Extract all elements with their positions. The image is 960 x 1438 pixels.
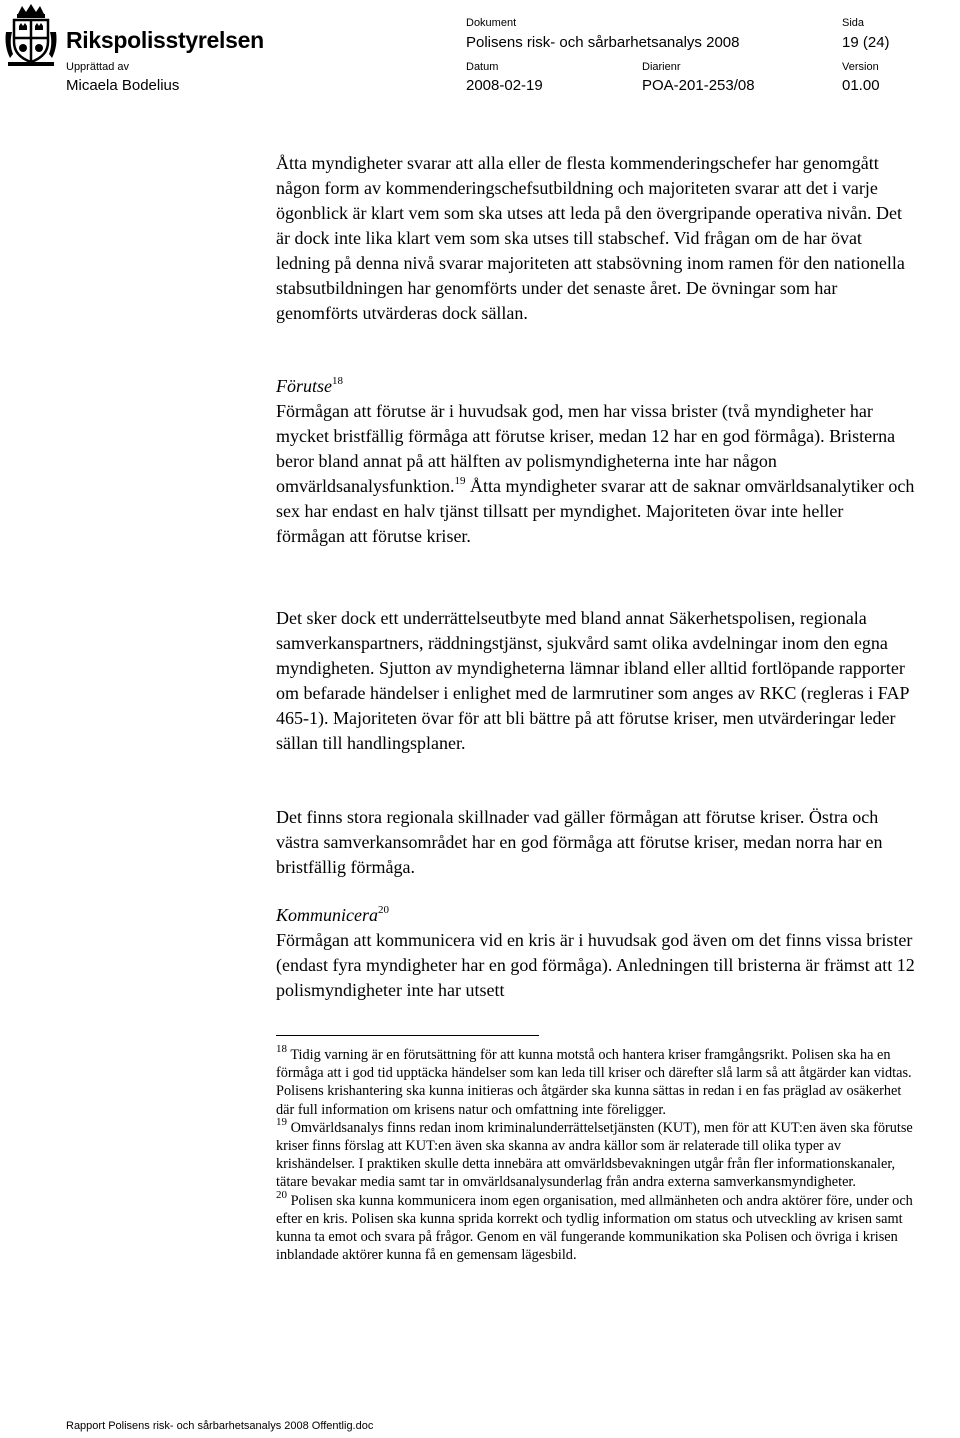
section-kommunicera bbox=[276, 903, 916, 1003]
datum-label: Datum bbox=[466, 61, 499, 73]
datum-value: 2008-02-19 bbox=[466, 77, 543, 94]
upprattad-label: Upprättad av bbox=[66, 61, 129, 73]
diarienr-value: POA-201-253/08 bbox=[642, 77, 755, 94]
footnote-18: $^{18}$ Tidig varning är en förutsättning för att kunna motstå och hantera kriser framgångsrikt. Polisen ska ha en förmåga att i god tid upptäcka händelser som kan leda till kriser och därefter slå larm så att åtgärder kan vidtas. Polisens krishantering ska kunna initieras och åtgärder ska kunna sättas in redan i en fas präglad av osäkerhet där full information om krisens natur och omfattning inte föreligger. bbox=[276, 1043, 912, 1118]
footnote-20: $^{20}$ Polisen ska kunna kommunicera inom egen organisation, med allmänheten och andra aktörer före, under och efter en kris. Polisen ska kunna sprida korrekt och tydlig information om status och utveckling av krisen samt kunna ta emot och svara på frågor. Genom en väl fungerande kommunikation ska Polisen och övriga i krisen inblandade aktörer kunna få en gemensam lägesbild. bbox=[276, 1188, 913, 1264]
organization-name: Rikspolisstyrelsen bbox=[66, 27, 264, 53]
section-forutse bbox=[276, 374, 916, 549]
footnote-separator bbox=[276, 1035, 539, 1036]
paragraph-forutse: Förmågan att förutse är i huvudsak god, men har vissa brister (två myndigheter har mycket bristfällig förmåga att förutse kriser, medan 12 har en god förmåga). Bristerna beror bland annat på att hälften av polismyndigheterna inte har någon omvärldsanalysfunktion.$^{19}$ Åtta myndigheter svarar att de saknar omvärldsanalytiker och sex har endast en halv tjänst tillsatt per myndighet. Majoriteten övar inte heller förmågan att förutse kriser. bbox=[276, 401, 915, 546]
dokument-value: Polisens risk- och sårbarhetsanalys 2008 bbox=[466, 34, 740, 51]
paragraph-ledning: Åtta myndigheter svarar att alla eller de flesta kommenderingschefer har genomgått någon form av kommenderingschefsutbildning och majoriteten svarar att det i varje ögonblick är klart vem som ska utses att leda på den övergripande operativa nivån. Det är dock inte lika klart vem som ska utses till stabschef. Vid frågan om de har övat ledning på denna nivå svarar majoriteten att stabsövning inom ramen för den nationella stabsutbildningen har genomförts under det senaste året. De övningar som har genomförts utvärderas dock sällan. bbox=[276, 153, 905, 323]
sida-value: 19 (24) bbox=[842, 34, 890, 51]
coat-of-arms-logo bbox=[4, 2, 58, 68]
version-label: Version bbox=[842, 61, 879, 73]
version-value: 01.00 bbox=[842, 77, 880, 94]
paragraph-regionala: Det finns stora regionala skillnader vad gäller förmågan att förutse kriser. Östra och västra samverkansområdet har en god förmåga att förutse kriser, medan norra har en bristfällig förmåga. bbox=[276, 807, 883, 877]
upprattad-value: Micaela Bodelius bbox=[66, 77, 180, 94]
footnotes bbox=[276, 1043, 916, 1264]
paragraph-kommunicera: Förmågan att kommunicera vid en kris är i huvudsak god även om det finns vissa brister (endast fyra myndigheter har en god förmåga). Anledningen till bristerna är främst att 12 polismyndigheter inte har utsett bbox=[276, 930, 915, 1000]
footnote-19: $^{19}$ Omvärldsanalys finns redan inom kriminalunderrättelsetjänsten (KUT), men för att KUT:en även ska förutse kriser finns förslag att KUT:en även ska skanna av andra källor som är relaterade till olika typer av krishändelser. I praktiken skulle detta innebära att omvärldsbevakningen utgår från fler informationskanaler, tätare bevakar media samt tar in omvärldsanalysunderlag från andra externa samverkansmyndigheter. bbox=[276, 1116, 913, 1191]
dokument-label: Dokument bbox=[466, 17, 517, 29]
paragraph-underrattelse: Det sker dock ett underrättelseutbyte med bland annat Säkerhetspolisen, regionala samverkanspartners, räddningstjänst, sjukvård samt olika avdelningar inom den egna myndigheten. Sjutton av myndigheterna lämnar ibland eller alltid fortlöpande rapporter om befarade händelser i enlighet med de larmrutiner som anges av RKC (regleras i FAP 465-1). Majoriteten övar för att bli bättre på att förutse kriser, men utvärderingar leder sällan till handlingsplaner. bbox=[276, 608, 909, 753]
diarienr-label: Diarienr bbox=[642, 61, 681, 73]
heading-forutse: Förutse$^{18}$ bbox=[276, 375, 343, 396]
heading-kommunicera: Kommunicera$^{20}$ bbox=[276, 904, 389, 925]
page-footer: Rapport Polisens risk- och sårbarhetsanalys 2008 Offentlig.doc bbox=[66, 1420, 374, 1432]
sida-label: Sida bbox=[842, 17, 865, 29]
